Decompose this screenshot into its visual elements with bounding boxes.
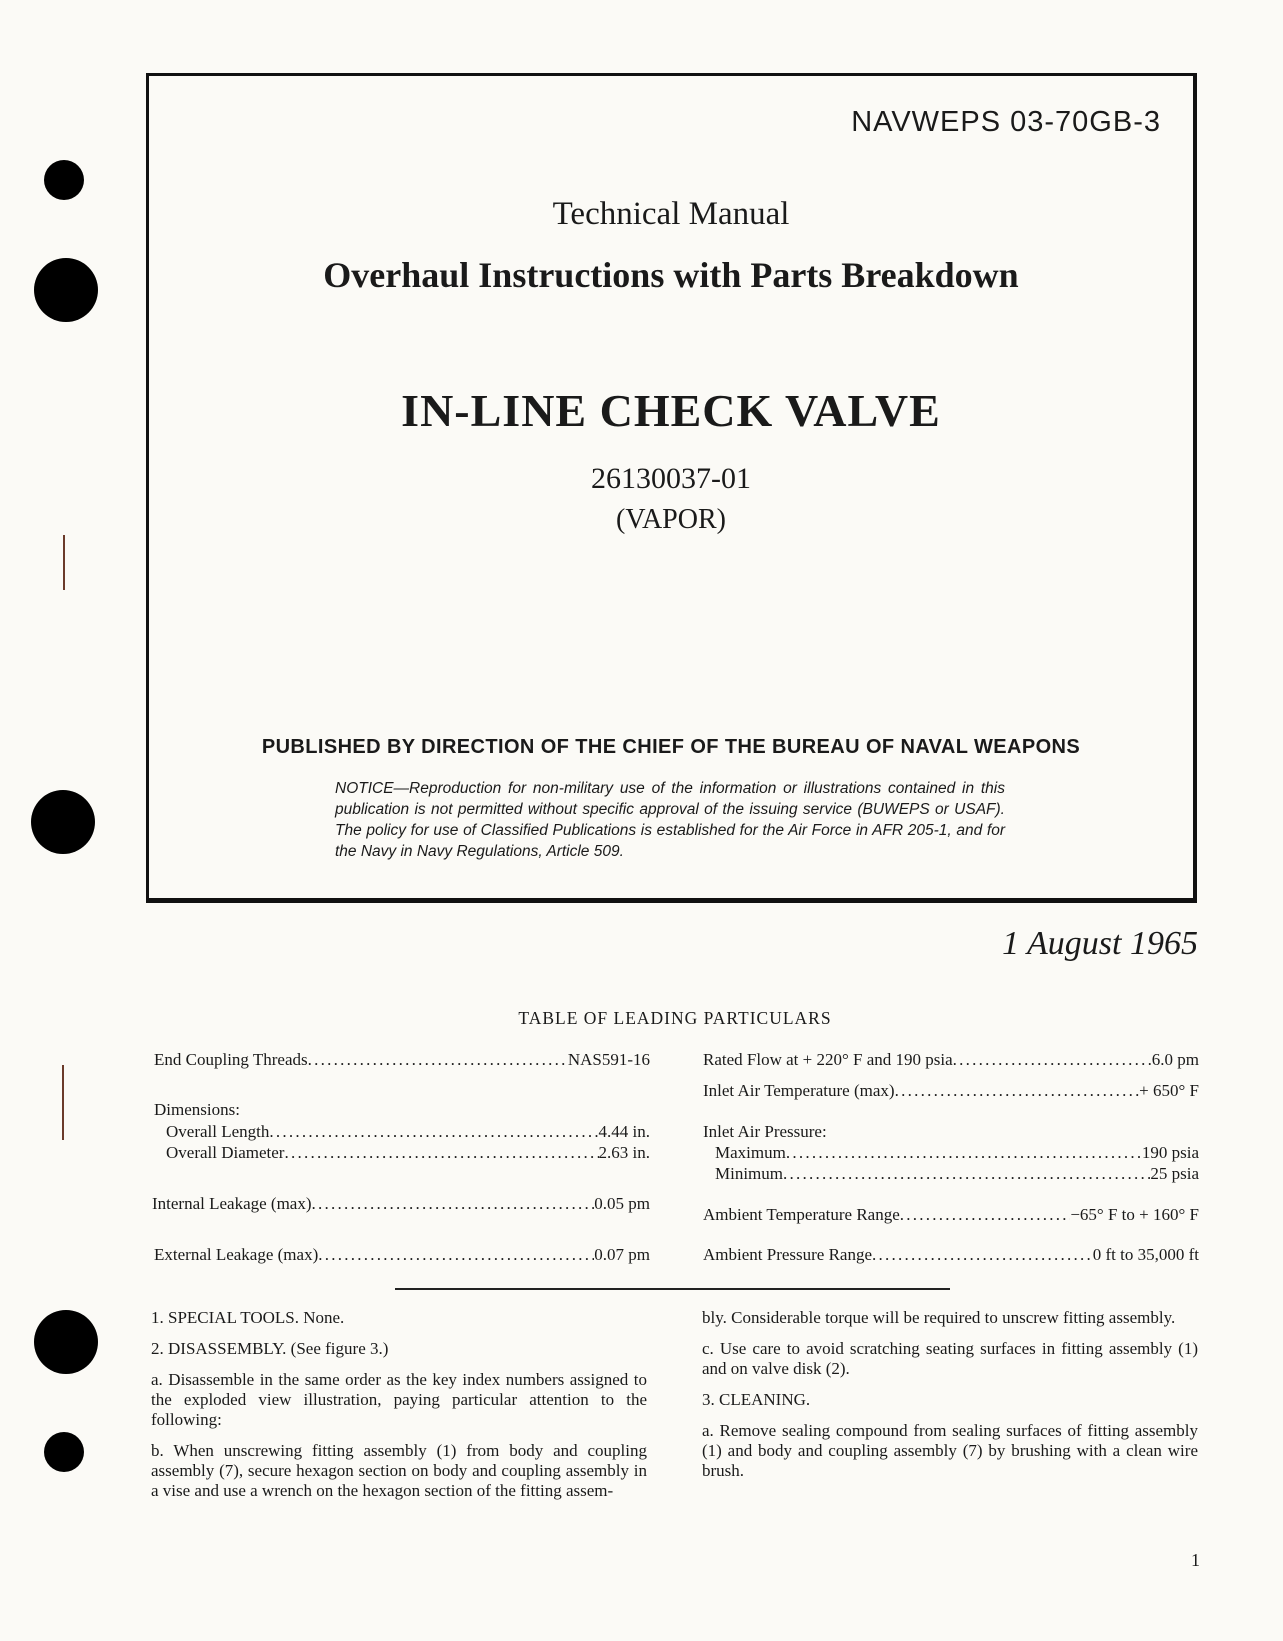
- minimum-row: [715, 1164, 1199, 1184]
- ambient-pressure-row: [703, 1245, 1199, 1265]
- body-right-column: [702, 1308, 1198, 1492]
- paragraph: 1. SPECIAL TOOLS. None.: [151, 1308, 345, 1327]
- publication-date: 1 August 1965: [1002, 925, 1198, 962]
- section-divider: [395, 1288, 950, 1290]
- overall-diameter-row: [166, 1143, 650, 1163]
- rated-flow-row: [703, 1050, 1199, 1070]
- row-value: 0.07 pm: [594, 1245, 650, 1264]
- particulars-title: TABLE OF LEADING PARTICULARS: [518, 1008, 832, 1028]
- row-value: + 650° F: [1139, 1081, 1199, 1100]
- row-value: −65° F to + 160° F: [1070, 1205, 1199, 1224]
- row-value: 25 psia: [1150, 1164, 1199, 1183]
- row-label: Ambient Temperature Range: [703, 1205, 900, 1224]
- part-number: 26130037-01: [591, 462, 751, 495]
- row-label: Maximum: [715, 1143, 786, 1162]
- row-label: End Coupling Threads: [154, 1050, 308, 1069]
- binder-hole-2: [34, 258, 98, 322]
- row-value: NAS591-16: [567, 1050, 650, 1069]
- variant: (VAPOR): [616, 504, 726, 535]
- paragraph: a. Disassemble in the same order as the key index numbers assigned to the exploded view illustration, paying particular attention to the following:: [151, 1370, 647, 1429]
- page-title: IN-LINE CHECK VALVE: [401, 385, 941, 436]
- manual-subtitle: Overhaul Instructions with Parts Breakdown: [323, 255, 1019, 295]
- external-leakage-row: [154, 1245, 650, 1265]
- maximum-row: [715, 1143, 1199, 1163]
- row-label: Inlet Air Temperature (max): [703, 1081, 895, 1100]
- end-coupling-row: [154, 1050, 650, 1070]
- paragraph: c. Use care to avoid scratching seating surfaces in fitting assembly (1) and on valve disk (2).: [702, 1339, 1198, 1378]
- row-value: 4.44 in.: [598, 1122, 650, 1141]
- binder-hole-5: [44, 1432, 84, 1472]
- margin-mark: [63, 535, 65, 590]
- internal-leakage-row: [152, 1194, 650, 1214]
- published-by: PUBLISHED BY DIRECTION OF THE CHIEF OF THE BUREAU OF NAVAL WEAPONS: [261, 736, 1081, 758]
- paragraph: 2. DISASSEMBLY. (See figure 3.): [151, 1339, 389, 1358]
- dimensions-label: Dimensions:: [154, 1100, 240, 1119]
- ambient-temp-row: [703, 1205, 1199, 1225]
- binder-hole-1: [44, 160, 84, 200]
- inlet-temp-row: [703, 1081, 1199, 1101]
- row-label: Minimum: [715, 1164, 784, 1183]
- row-value: 2.63 in.: [598, 1143, 650, 1162]
- binder-hole-4: [34, 1310, 98, 1374]
- row-label: External Leakage (max): [154, 1245, 319, 1264]
- inlet-pressure-label: Inlet Air Pressure:: [703, 1122, 827, 1141]
- row-label: Ambient Pressure Range: [703, 1245, 873, 1264]
- overall-length-row: [166, 1122, 650, 1142]
- cover-frame: [146, 73, 1197, 903]
- body-left-column: [151, 1308, 647, 1512]
- manual-type: Technical Manual: [552, 196, 790, 232]
- row-label: Overall Length: [166, 1122, 270, 1141]
- row-label: Rated Flow at + 220° F and 190 psia: [703, 1050, 953, 1069]
- document-number: NAVWEPS 03-70GB-3: [851, 106, 1161, 138]
- binder-hole-3: [31, 790, 95, 854]
- paragraph: 3. CLEANING.: [702, 1390, 811, 1409]
- margin-mark: [62, 1065, 64, 1140]
- page-number: 1: [1191, 1550, 1200, 1570]
- row-label: Internal Leakage (max): [152, 1194, 312, 1213]
- row-value: 0 ft to 35,000 ft: [1092, 1245, 1199, 1264]
- paragraph: bly. Considerable torque will be required to unscrew fitting assembly.: [702, 1308, 1176, 1327]
- row-value: 0.05 pm: [594, 1194, 650, 1213]
- row-label: Overall Diameter: [166, 1143, 285, 1162]
- paragraph: a. Remove sealing compound from sealing surfaces of fitting assembly (1) and body and coupling assembly (7) by brushing with a clean wire brush.: [702, 1421, 1198, 1480]
- notice-text: NOTICE—Reproduction for non-military use of the information or illustrations contained in this publication is not permitted without specific approval of the issuing service (BUWEPS or USAF). The policy for use of Classified Publications is established for the Air Force in AFR 205-1, and for the Navy in Navy Regulations, Article 509.: [335, 780, 1005, 860]
- row-value: 190 psia: [1141, 1143, 1199, 1162]
- row-value: 6.0 pm: [1151, 1050, 1199, 1069]
- paragraph: b. When unscrewing fitting assembly (1) from body and coupling assembly (7), secure hexagon section on body and coupling assembly in a vise and use a wrench on the hexagon section of the fitting assem-: [151, 1441, 647, 1500]
